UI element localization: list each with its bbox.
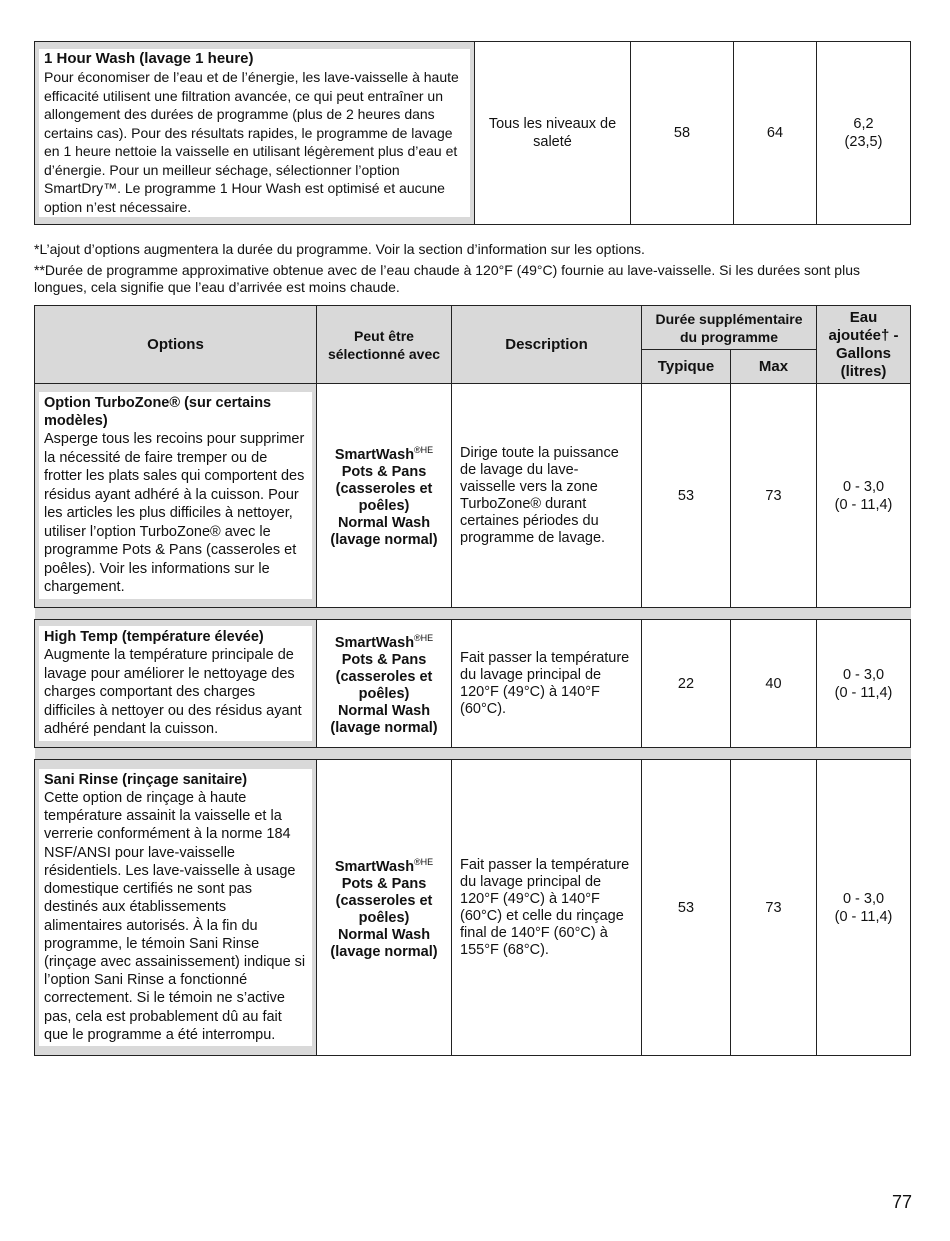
table-row — [35, 384, 911, 608]
max-time: 40 — [731, 620, 817, 748]
table-row — [35, 760, 911, 1056]
header-water: Eau ajoutée† - Gallons (litres) — [828, 308, 899, 380]
option-description: Dirige toute la puissance de lavage du lave-vaisselle vers la zone TurboZone® durant certaines périodes du programme de lavage. — [460, 444, 619, 546]
compatible-cycles: SmartWash$^{®HE}$ Pots & Pans (casseroles et poêles) Normal Wash (lavage normal) — [330, 633, 438, 736]
water-added: 0 - 3,0 (0 - 11,4) — [817, 760, 911, 1056]
header-select: Peut être sélectionné avec — [327, 327, 441, 362]
soil-level: Tous les niveaux de saleté — [475, 42, 631, 225]
compatible-cycles: SmartWash$^{®HE}$ Pots & Pans (casseroles et poêles) Normal Wash (lavage normal) — [330, 857, 438, 960]
compatible-cycles: SmartWash$^{®HE}$ Pots & Pans (casseroles et poêles) Normal Wash (lavage normal) — [330, 445, 438, 548]
water-added: 0 - 3,0 (0 - 11,4) — [817, 620, 911, 748]
cycle-time-2: 64 — [734, 42, 817, 225]
options-table — [34, 305, 911, 1056]
water-added: 0 - 3,0 (0 - 11,4) — [817, 384, 911, 608]
typical-time: 22 — [642, 620, 731, 748]
table-row — [35, 620, 911, 748]
header-extra-time: Durée supplémentaire du programme — [655, 310, 803, 345]
option-text: Cette option de rinçage à haute température assainit la vaisselle et la verrerie conformément à la norme 184 NSF/ANSI pour lave-vaisselle résidentiels. Les lave-vaisselle à usage domestique certifiés ne sont pas destinés aux établissements alimentaires autorisés. À la fin du programme, le témoin Sani Rinse (rinçage avec assainissement) indique si l’option Sani Rinse a fonctionné correctement. Si le témoin ne s’active pas, cela est probablement dû au fait que le programme a été interrompu. — [44, 790, 306, 1043]
header-row — [35, 306, 911, 350]
water-usage: 6,2 (23,5) — [817, 42, 911, 225]
table-row — [35, 42, 911, 225]
option-text: Augmente la température principale de lavage pour améliorer le nettoyage des charges comportant des charges difficiles à nettoyer ou des résidus ayant adhéré pendant la cuisson. — [44, 647, 302, 738]
max-time: 73 — [731, 760, 817, 1056]
footnote-1: *L’ajout d’options augmentera la durée du programme. Voir la section d’information sur les options. — [34, 241, 645, 257]
header-description: Description — [505, 335, 588, 353]
max-time: 73 — [731, 384, 817, 608]
typical-time: 53 — [642, 760, 731, 1056]
typical-time: 53 — [642, 384, 731, 608]
option-title: Sani Rinse (rinçage sanitaire) — [44, 772, 248, 789]
option-description: Fait passer la température du lavage principal de 120°F (49°C) à 140°F (60°C) et celle du rinçage final de 140°F (60°C) à 155°F (68°C). — [460, 856, 630, 958]
cycle-title: 1 Hour Wash (lavage 1 heure) — [44, 50, 254, 67]
option-description: Fait passer la température du lavage principal de 120°F (49°C) à 140°F (60°C). — [460, 649, 630, 717]
page-number: 77 — [891, 1192, 912, 1212]
footnote-2: **Durée de programme approximative obtenue avec de l’eau chaude à 120°F (49°C) fournie au lave-vaisselle. Si les durées sont plus longues, cela signifie que l’eau d’arrivée est moins chaude. — [34, 262, 860, 295]
option-title: High Temp (température élevée) — [44, 629, 264, 646]
cycle-text: Pour économiser de l’eau et de l’énergie, les lave-vaisselle à haute efficacité utilisent une filtration avancée, ce qui peut entraîner un allongement des durées de programme (plus de 2 heures dans certains cas). Pour des résultats rapides, le programme de lavage en 1 heure nettoie la vaisselle en utilisant légèrement plus d’eau et d’énergie. Pour un meilleur séchage, sélectionner l’option SmartDry™. Le programme 1 Hour Wash est optimisé et aucune option n’est nécessaire. — [44, 69, 459, 215]
cycle-time-1: 58 — [631, 42, 734, 225]
header-options: Options — [147, 335, 204, 353]
option-text: Asperge tous les recoins pour supprimer la nécessité de faire tremper ou de frotter les plats sales qui comportent des résidus ayant adhéré à la cuisson. Pour les articles les plus difficiles à nettoyer, utiliser l’option TurboZone® avec le programme Pots & Pans (casseroles et poêles). Voir les informations sur le chargement. — [44, 431, 305, 596]
header-typical: Typique — [657, 357, 715, 375]
option-title: Option TurboZone® (sur certains modèles) — [44, 395, 272, 430]
cycle-table — [34, 41, 911, 225]
header-max: Max — [758, 357, 789, 375]
